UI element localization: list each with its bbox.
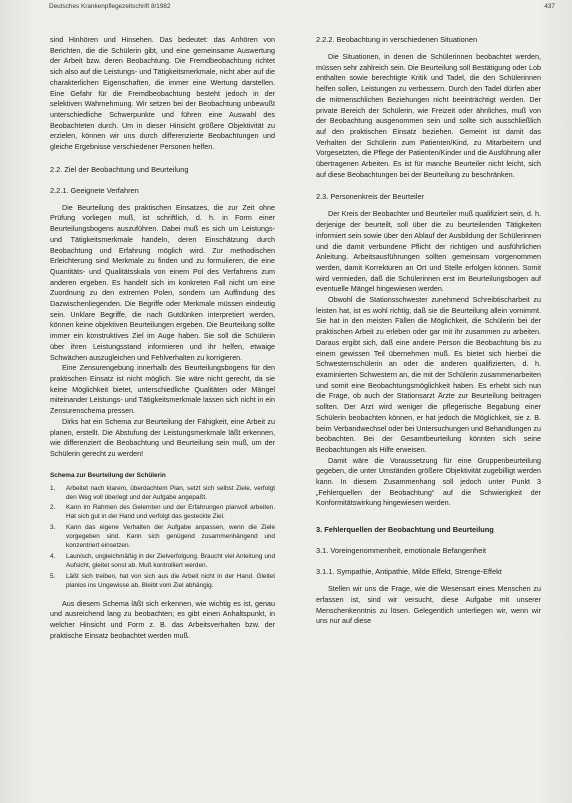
schema-item: 2. Kann im Rahmen des Gelernten und der Erfahrungen planvoll arbeiten. Hat sich gut in der Hand und verfolgt das gesteckte Ziel. (50, 504, 275, 521)
left-column (50, 35, 275, 641)
subsection-heading: 3.1. Voreingenommenheit, emotionale Befangenheit (316, 546, 487, 556)
section-heading: 2.3. Personenkreis der Beurteiler (316, 192, 425, 202)
section-heading: 3. Fehlerquellen der Beobachtung und Beurteilung (316, 525, 494, 535)
paragraph: Stellen wir uns die Frage, wie die Wesensart eines Menschen zu erfassen ist, sind wir versucht, diese Aufgabe mit unserer Menschenkenntnis zu lösen. Gelegentlich unterliegen wir, wenn wir uns nur auf diese (316, 584, 541, 626)
paragraph: Damit wäre die Voraussetzung für eine Gruppenbeurteilung gegeben, die unter Umständen größere Objektivität zugebilligt werden kann. In diesem Zusammenhang soll jedoch unter Punkt 3 „Fehlerquellen der Beobachtung“ auf die Schwierigkeit der Konformitätswirkung hingewiesen werden. (316, 455, 541, 508)
schema-item: 3. Kann das eigene Verhalten der Aufgabe anpassen, wenn die Ziele vorgegeben sind. Kann sich genügend zusammenhängend und konzentriert einsetzen. (50, 524, 275, 550)
running-header: Deutsches Krankenpflegezeitschrift 8/1982 (49, 3, 171, 10)
paragraph: sind Hinhören und Hinsehen. Das bedeutet: das Anhören von Berichten, die die Schülerin gibt, und eine gemeinsame Auswertung der Arbeit bzw. deren Beobachtung. Die Fremdbeobachtung richtet sich also auf die Leistungs- und Tätigkeitsmerkmale, nicht aber auf die charakterlichen Eigenschaften, die immer eine Wertung darstellen. Eine Gefahr für die Fremdbeobachtung besteht jedoch in der selektiven Wahrnehmung. Wir setzen bei der Beobachtung unbewußt unterschiedliche Schwerpunkte und führen eine Auswahl des Beobachteten durch. Um in dieser Hinsicht größere Objektivität zu erzielen, können wir uns durch differenzierte Beobachtungen und gleiche Ergebnisse verschiedener Personen helfen. (50, 35, 275, 152)
page-number: 437 (544, 3, 555, 10)
paragraph: Die Situationen, in denen die Schülerinnen beobachtet werden, müssen sehr zahlreich sein. Die Beurteilung soll Bestätigung oder Lob enthalten sowie berechtigte Kritik und Tadel, die den Schülerinnen helfen sollen, Leistungen zu verbessern. Durch den Tadel dürfen aber die mitmenschlichen Beziehungen nicht beeinträchtigt werden. Der private Bereich der Schülerin, wie Freizeit oder ähnliches, muß von der Beobachtung ausgenommen sein und sollte sich ausschließlich auf den praktischen Einsatz beziehen. Gemeint ist damit das Verhalten der Schülerin zum Patienten/Kind, zu Mitarbeitern und Vorgesetzten, die Pflege der Patienten/Kinder und die Ausführung aller übertragenen Arbeiten. Es ist für manche Beurteiler nicht leicht, sich auf diese Beobachtungen bei der Beurteilung zu beschränken. (316, 52, 541, 179)
schema-item: 1. Arbeitet nach klarem, überdachtem Plan, setzt sich selbst Ziele, verfolgt den Weg voll überlegt und der Aufgabe angepaßt. (50, 484, 275, 501)
paragraph: Aus diesem Schema läßt sich erkennen, wie wichtig es ist, genau und ausreichend lang zu beobachten; es gibt einen Anhaltspunkt, in welcher Hinsicht und Form z. B. das Arbeitsverhalten bzw. der praktische Einsatz beobachtet werden muß. (50, 598, 275, 640)
section-heading: 2.2. Ziel der Beobachtung und Beurteilung (50, 164, 189, 174)
paragraph: Dirks hat ein Schema zur Beurteilung der Fähigkeit, eine Arbeit zu planen, erstellt. Die Abstufung der Leistungsmerkmale läßt erkennen, wie differenziert die Beobachtung und Beurteilung sein muß, um der Schülerin gerecht zu werden! (50, 416, 275, 458)
schema-item: 4. Launisch, ungleichmäßig in der Zielverfolgung. Braucht viel Anleitung und Aufsicht, gleitet sonst ab. Muß kontrolliert werden. (50, 552, 275, 569)
paragraph: Obwohl die Stationsschwester zunehmend Schreibtischarbeit zu leisten hat, ist es wohl richtig, daß sie die Beurteilung allein vornimmt. Sie hat in den meisten Fällen die Möglichkeit, die Schülerin bei der praktischen Arbeit zu erleben oder gar mit ihr zusammen zu arbeiten. Daraus ergibt sich, daß eine andere Person die Beobachtung bis zu einem gewissen Teil übernehmen muß. Es bietet sich hierbei die Schwesternschülerin an oder die anderen qualifizierten, d. h. examinierten Schwestern an, die mit der Schülerin zusammenarbeiten und somit eine Beobachtungsmöglichkeit haben. Es erhebt sich nun die Frage, ob auch der Stationsarzt Ärzte zur Beurteilung beitragen sollten. Der Arzt wird weniger die pflegerische Begabung einer Schülerin beobachten können, er hat jedoch die Möglichkeit, sie z. B. beim Verbandwechsel oder bei Untersuchungen und Behandlungen zu beobachten. Bei der Gesamtbeurteilung könnten sich seine Beobachtungen als Hilfe erweisen. (316, 295, 541, 454)
schema-list (50, 485, 275, 591)
schema-item: 5. Läßt sich treiben, hat von sich aus die Arbeit nicht in der Hand. Gleitet planlos ins Ungewisse ab. Bleibt vom Ziel abhängig. (50, 572, 275, 589)
paragraph: Die Beurteilung des praktischen Einsatzes, die zur Zeit ohne Prüfung vorliegen muß, ist schriftlich, d. h. in Form einer Beurteilungsbogens auszuführen. Dabei muß es sich um Leistungs- und Tätigkeitsmerkmale handeln, deren Einschätzung durch Beobachtung und Erfahrung möglich wird. Zur methodischen Erleichterung sind Merkmale zu finden und zu formulieren, die eine Quantitäts- und Qualitätsskala von einem Pol des Verfahrens zum anderen ergeben. Es handelt sich im konkreten Fall nicht um eine Zuordnung zu den extremen Polen, sondern um Auffindung des Dazwischenliegenden. Die Begriffe oder Merkmale müssen eindeutig sein. Unklare Begriffe, die nach Gutdünken interpretiert werden, können keine objektiven Beurteilungen ergeben. Die Beurteilung sollte immer ein konstruktives Ziel im Auge haben. Sie soll die Schülerin über ihren Leistungsstand informieren und ihr helfen, etwaige Schwächen auszugleichen und Fehlverhalten zu korrigieren. (50, 202, 275, 362)
subsection-heading: 3.1.1. Sympathie, Antipathie, Milde Effekt, Strenge-Effekt (316, 567, 502, 577)
subsection-heading: 2.2.1. Geeignete Verfahren (50, 185, 139, 195)
paragraph: Der Kreis der Beobachter und Beurteiler muß qualifiziert sein, d. h. derjenige der beurteilt, soll über die zu beurteilenden Tätigkeiten informiert sein sowie über den Ablauf der Ausbildung der Schülerinnen und die damit verbundene Pflicht der richtigen und ausführlichen Anleitung. Arbeitsausführungen sollten gemeinsam vorgenommen werden, damit Korrekturen an Ort und Stelle erfolgen können. Somit wird vermieden, daß die Schülerinnen erst im Beurteilungsbogen auf eventuelle Mängel hingewiesen werden. (316, 209, 541, 294)
right-column (316, 35, 541, 627)
subsection-heading: 2.2.2. Beobachtung in verschiedenen Situationen (316, 35, 478, 44)
schema-title: Schema zur Beurteilung der Schülerin (50, 471, 166, 479)
paragraph: Eine Zensurengebung innerhalb des Beurteilungsbogens für den praktischen Einsatz ist nicht möglich. Sie wäre nicht gerecht, da sie keine Möglichkeit bietet, unterschiedliche Qualitäten oder Mängel miteinander Leistungs- und Tätigkeitsmerkmale lassen sich nicht in ein Zensurenschema pressen. (50, 363, 275, 416)
